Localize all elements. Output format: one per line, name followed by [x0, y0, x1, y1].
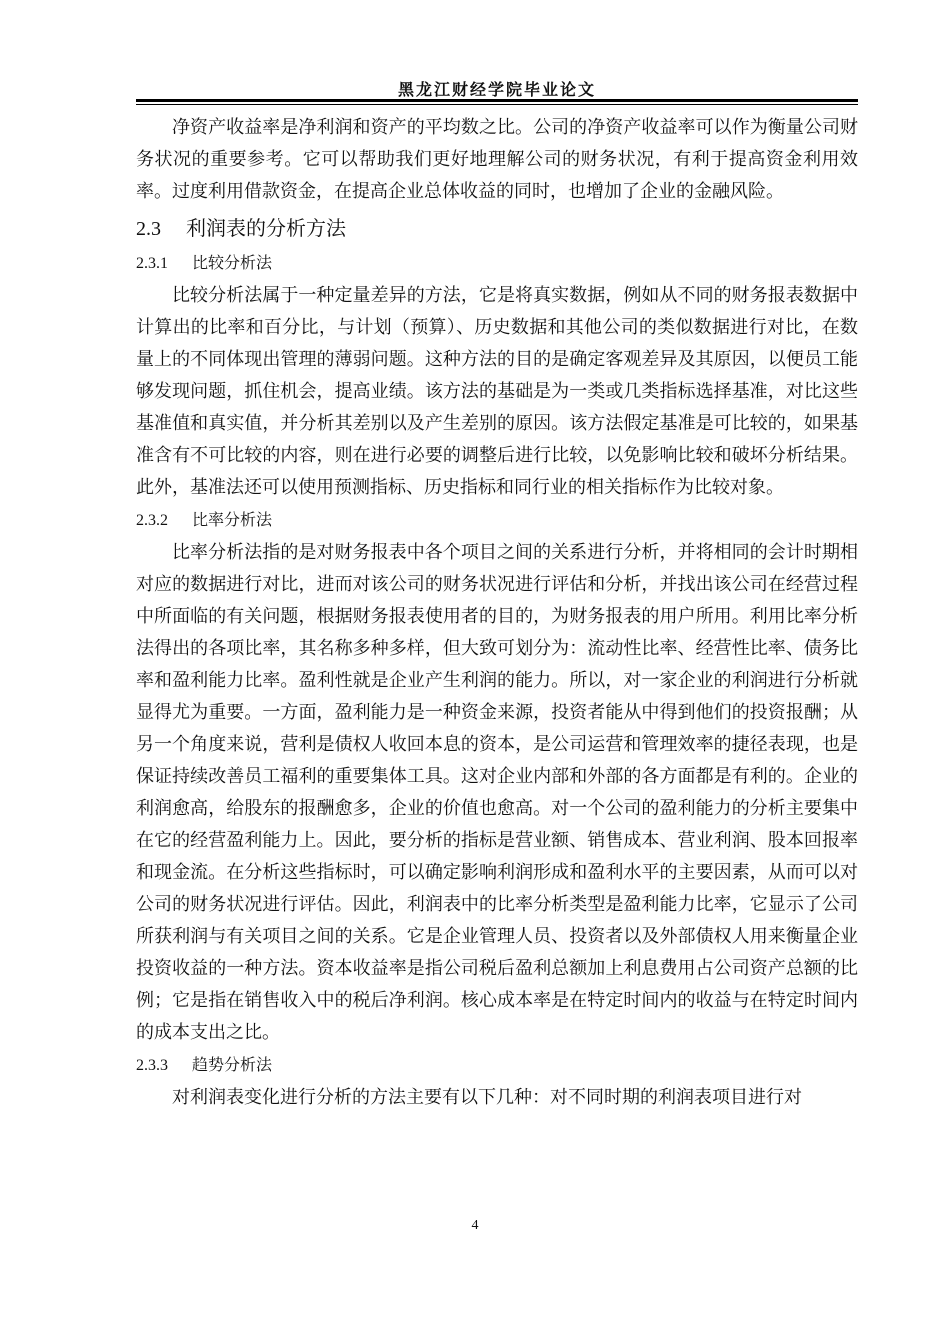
intro-paragraph: 净资产收益率是净利润和资产的平均数之比。公司的净资产收益率可以作为衡量公司财务状况的重要参考。它可以帮助我们更好地理解公司的财务状况，有利于提高资金利用效率。过度利用借款资金，在提高企业总体收益的同时，也增加了企业的金融风险。	[136, 117, 858, 202]
page-header-title: 黑龙江财经学院毕业论文	[397, 80, 596, 99]
subsection-number: 2.3.3	[136, 1057, 168, 1074]
header-rule-thick	[136, 99, 858, 102]
section-title: 利润表的分析方法	[186, 216, 346, 240]
subsection-number: 2.3.1	[136, 255, 168, 272]
paragraph-comparative-analysis: 比较分析法属于一种定量差异的方法，它是将真实数据，例如从不同的财务报表数据中计算出的比率和百分比，与计划（预算）、历史数据和其他公司的类似数据进行对比，在数量上的不同体现出管理的薄弱问题。这种方法的目的是确定客观差异及其原因，以便员工能够发现问题，抓住机会，提高业绩。该方法的基础是为一类或几类指标选择基准，对比这些基准值和真实值，并分析其差别以及产生差别的原因。该方法假定基准是可比较的，如果基准含有不可比较的内容，则在进行必要的调整后进行比较，以免影响比较和破坏分析结果。此外，基准法还可以使用预测指标、历史指标和同行业的相关指标作为比较对象。	[136, 285, 858, 498]
subsection-number: 2.3.2	[136, 512, 168, 529]
subsection-heading-2-3-2	[136, 504, 858, 537]
subsection-title: 比率分析法	[192, 510, 273, 529]
page-body	[136, 112, 858, 1114]
section-number: 2.3	[136, 218, 161, 240]
paragraph-trend-analysis: 对利润表变化进行分析的方法主要有以下几种：对不同时期的利润表项目进行对	[172, 1087, 802, 1108]
subsection-heading-2-3-3	[136, 1049, 858, 1082]
section-heading-2-3	[136, 210, 858, 247]
paragraph-ratio-analysis: 比率分析法指的是对财务报表中各个项目之间的关系进行分析，并将相同的会计时期相对应的数据进行对比，进而对该公司的财务状况进行评估和分析，并找出该公司在经营过程中所面临的有关问题，根据财务报表使用者的目的，为财务报表的用户所用。利用比率分析法得出的各项比率，其名称多种多样，但大致可划分为：流动性比率、经营性比率、债务比率和盈利能力比率。盈利性就是企业产生利润的能力。所以，对一家企业的利润进行分析就显得尤为重要。一方面，盈利能力是一种资金来源，投资者能从中得到他们的投资报酬；从另一个角度来说，营利是债权人收回本息的资本，是公司运营和管理效率的捷径表现，也是保证持续改善员工福利的重要集体工具。这对企业内部和外部的各方面都是有利的。企业的利润愈高，给股东的报酬愈多，企业的价值也愈高。对一个公司的盈利能力的分析主要集中在它的经营盈利能力上。因此，要分析的指标是营业额、销售成本、营业利润、股本回报率和现金流。在分析这些指标时，可以确定影响利润形成和盈利水平的主要因素，从而可以对公司的财务状况进行评估。因此，利润表中的比率分析类型是盈利能力比率，它显示了公司所获利润与有关项目之间的关系。它是企业管理人员、投资者以及外部债权人用来衡量企业投资收益的一种方法。资本收益率是指公司税后盈利总额加上利息费用占公司资产总额的比例；它是指在销售收入中的税后净利润。核心成本率是在特定时间内的收益与在特定时间内的成本支出之比。	[136, 542, 858, 1043]
subsection-title: 趋势分析法	[192, 1055, 273, 1074]
header-rule-thin	[136, 104, 858, 105]
page-number: 4	[471, 1218, 479, 1233]
subsection-title: 比较分析法	[192, 253, 273, 272]
subsection-heading-2-3-1	[136, 247, 858, 280]
